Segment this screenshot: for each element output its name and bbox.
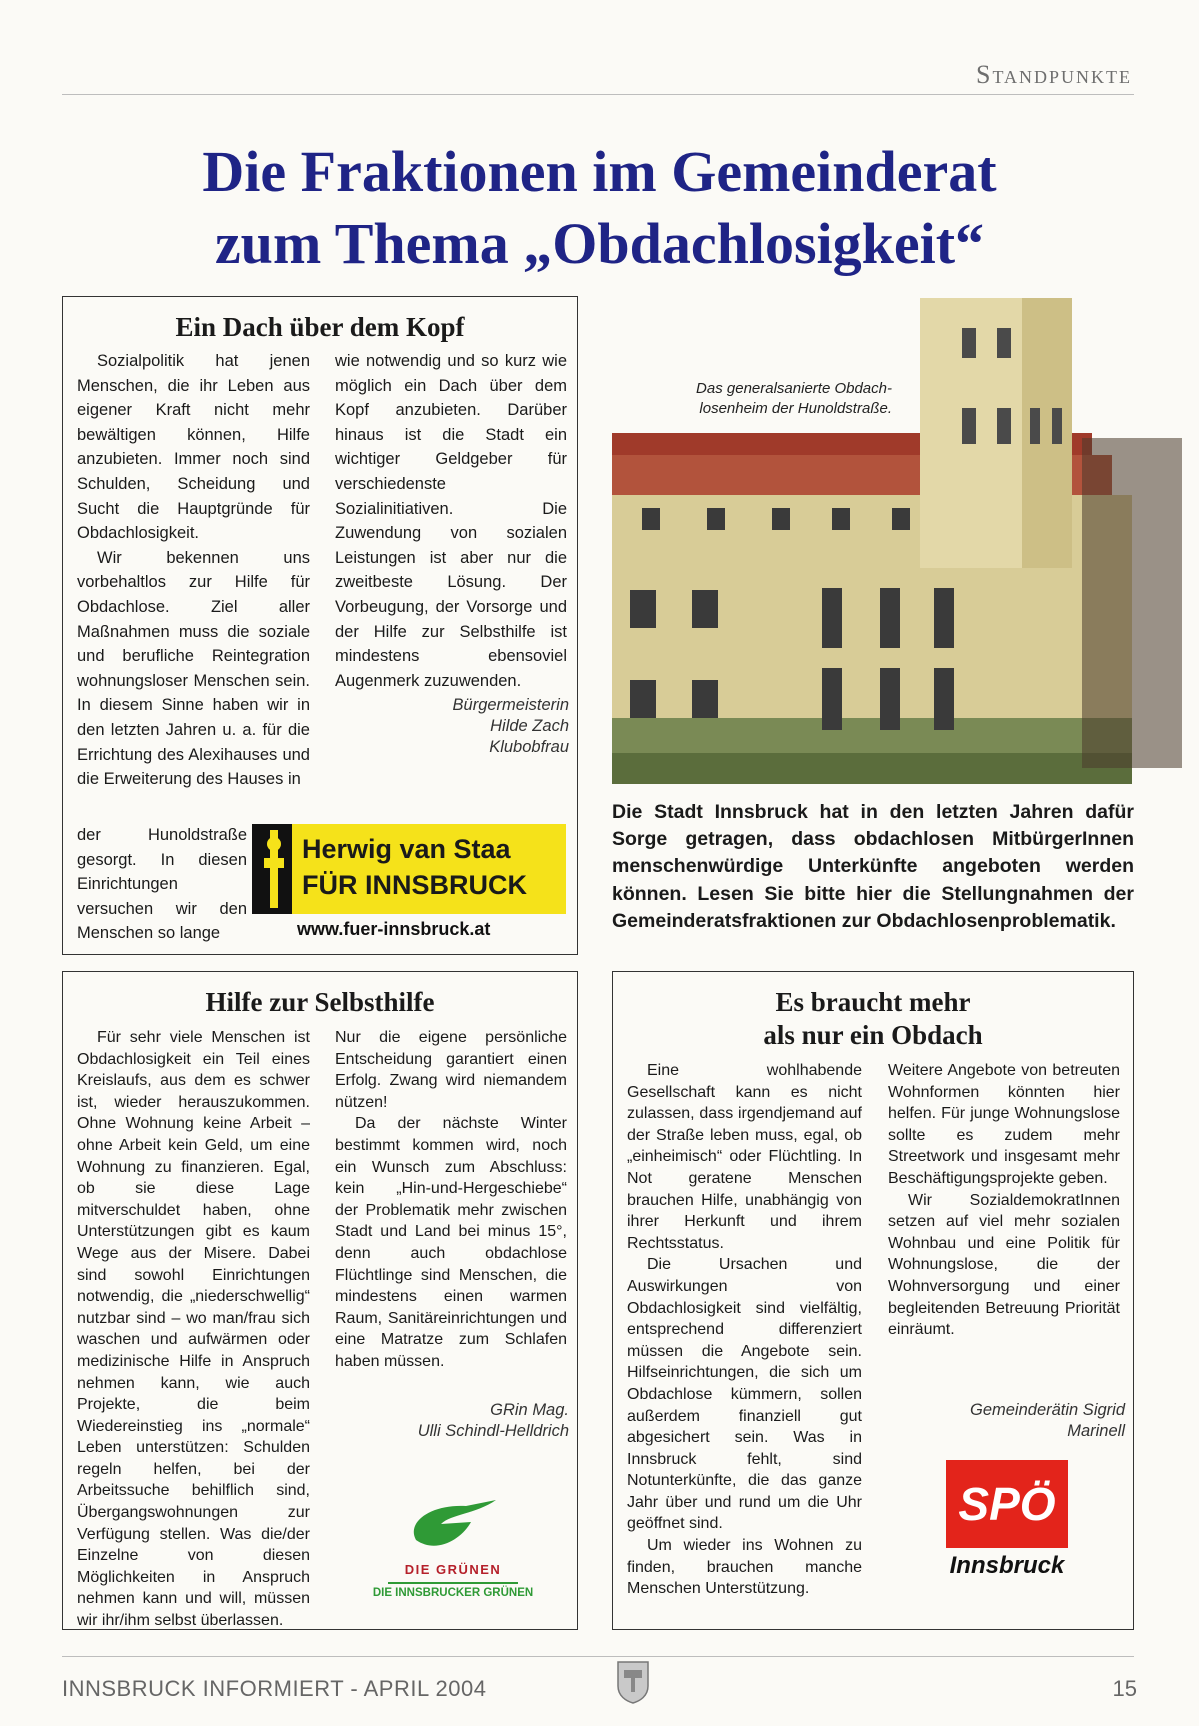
gruene-logo-name: DIE GRÜNEN — [404, 1562, 502, 1577]
article-box-3 — [612, 971, 1134, 1630]
article-1-left-column — [77, 349, 310, 792]
ad-line-2: FÜR INNSBRUCK — [302, 870, 527, 900]
publication-name: INNSBRUCK INFORMIERT - APRIL 2004 — [62, 1676, 487, 1701]
signature-line: Hilde Zach — [490, 717, 569, 735]
article-2-left-column — [77, 1027, 310, 1632]
article-3-right-column — [888, 1060, 1120, 1341]
spoe-logo-sub: Innsbruck — [949, 1552, 1065, 1579]
article-box-1 — [62, 296, 578, 955]
signature-line: Ulli Schindl-Helldrich — [417, 1422, 569, 1440]
spoe-logo — [946, 1460, 1068, 1548]
article-box-2 — [62, 971, 578, 1630]
header-rule — [62, 94, 1134, 95]
article-2-title: Hilfe zur Selbsthilfe — [205, 987, 435, 1017]
article-3-left-column — [627, 1060, 862, 1600]
ad-url: www.fuer-innsbruck.at — [297, 919, 491, 939]
footer-rule — [62, 1656, 1134, 1657]
article-2-right-column — [335, 1027, 567, 1373]
signature-line: GRin Mag. — [490, 1401, 569, 1419]
signature-line: Bürgermeisterin — [452, 696, 569, 714]
article-3-paragraph: Um wieder ins Wohnen zu finden, brauchen manche Menschen Unterstützung. — [627, 1537, 862, 1598]
title-line: Es braucht mehr — [775, 987, 971, 1017]
city-crest-icon — [616, 1660, 650, 1704]
section-label: Standpunkte — [975, 60, 1132, 89]
fuer-innsbruck-ad — [252, 824, 566, 914]
gruene-logo-divider — [388, 1582, 518, 1584]
summary-text: Die Stadt Innsbruck hat in den letzten Jahren dafür Sorge getragen, dass obdachlosen MitbürgerInnen menschenwürdige Unterkünfte angeboten werden können. Lesen Sie bitte hier die Stellungnahmen der Gemeinderatsfraktionen zur Obdachlosenproblematik. — [612, 801, 1134, 932]
page-number: 15 — [1112, 1676, 1137, 1701]
article-3-paragraph: Weitere Angebote von betreuten Wohnformen könnten hier helfen. Für junge Wohnungslose sollte es zudem mehr Streetwork und insgesamt mehr Beschäftigungsprojekte geben. — [888, 1062, 1120, 1187]
article-2-paragraph: Nur die eigene persönliche Entscheidung garantiert einen Erfolg. Zwang wird niemandem nützen! — [335, 1029, 567, 1111]
article-2-signature — [339, 1400, 569, 1442]
article-1-right-column — [335, 349, 567, 693]
article-3-paragraph: Wir SozialdemokratInnen setzen auf viel mehr sozialen Wohnbau und eine Politik für Wohnungslose, die der Wohnversorgung und einer begleitenden Betreuung Priorität einräumt. — [888, 1191, 1120, 1339]
article-1-paragraph: wie notwendig und so kurz wie möglich ein Dach über dem Kopf anzubieten. Darüber hinaus ist die Stadt ein wichtiger Geldgeber für verschiedenste Sozialinitiativen. Die Zuwendung von sozialen Leistungen ist aber nur die zweitbeste Lösung. Der Vorbeugung, der Vorsorge und der Hilfe zur Selbsthilfe ist mindestens ebensoviel Augenmerk zuzuwenden. — [335, 352, 567, 690]
page-headline — [0, 136, 1199, 280]
article-3-paragraph: Eine wohlhabende Gesellschaft kann es nicht zulassen, dass irgendjemand auf der Straße leben muss, egal, ob „einheimisch“ oder Flüchtling. In Not geratene Menschen brauchen Hilfe, unabhängig von ihrer Herkunft und ihrem Rechtsstatus. — [627, 1062, 862, 1252]
article-2-paragraph: Da der nächste Winter bestimmt kommen wird, noch ein Wunsch zum Abschluss: kein „Hin-und-Hergeschiebe“ der Problematik mehr zwischen Stadt und Land bei minus 15°, denn auch obdachlose Flüchtlinge sind Menschen, die mindestens einen warmen Raum, Sanitäreinrichtungen und eine Matratze zum Schlafen haben müssen. — [335, 1115, 567, 1370]
article-1-signature — [339, 695, 569, 758]
article-1-paragraph: der Hunoldstraße gesorgt. In diesen Einrichtungen versuchen wir den Menschen so lange — [77, 826, 247, 943]
building-photo-image — [612, 298, 1182, 784]
signature-line: Klubobfrau — [489, 738, 569, 756]
building-photo — [612, 298, 1182, 784]
ad-line-1: Herwig van Staa — [302, 834, 511, 864]
article-1-left-column-bottom — [77, 823, 247, 946]
headline-line-1: Die Fraktionen im Gemeinderat — [202, 139, 997, 204]
gruene-logo-icon — [396, 1492, 506, 1562]
article-1-paragraph: Wir bekennen uns vorbehaltlos zur Hilfe für Obdachlose. Ziel aller Maßnahmen muss die soziale und berufliche Reintegration wohnungsloser Menschen sein. In diesem Sinne haben wir in den letzten Jahren u. a. für die Errichtung des Alexihauses und die Erweiterung des Hauses in — [77, 548, 310, 789]
caption-line: Das generalsanierte Obdach- — [696, 380, 892, 397]
signature-line: Gemeinderätin Sigrid — [970, 1401, 1125, 1419]
signature-line: Marinell — [1067, 1422, 1125, 1440]
gruene-logo-sub: DIE INNSBRUCKER GRÜNEN — [372, 1587, 534, 1599]
title-line: als nur ein Obdach — [763, 1020, 983, 1050]
figure-logo-icon — [252, 824, 292, 914]
article-1-title: Ein Dach über dem Kopf — [175, 312, 465, 342]
article-1-paragraph: Sozialpolitik hat jenen Menschen, die ihr Leben aus eigener Kraft nicht mehr bewältigen können, Hilfe anzubieten. Immer noch sind Schulden, Scheidung und Sucht die Hauptgründe für Obdachlosigkeit. — [77, 352, 310, 543]
headline-line-2: zum Thema „Obdachlosigkeit“ — [214, 211, 985, 276]
caption-line: losenheim der Hunoldstraße. — [699, 400, 892, 417]
article-2-paragraph: Für sehr viele Menschen ist Obdachlosigkeit ein Teil eines Kreislaufs, aus dem es schwer ist, wieder herauszukommen. Ohne Wohnung keine Arbeit – ohne Arbeit kein Geld, um eine Wohnung zu finanzieren. Egal, ob sie diese Lage mitverschuldet haben, ohne Unterstützungen gibt es kaum Wege aus der Misere. Dabei sind sowohl Einrichtungen notwendig, die „niederschwellig“ nutzbar sind – wo man/frau sich waschen und aufwärmen oder medizinische Hilfe in Anspruch nehmen kann, wie auch Projekte, die beim Wiedereinstieg ins „normale“ Leben unterstützen: Schulden regeln helfen, bei der Arbeitssuche behilflich sind, Übergangswohnungen zur Verfügung stellen. Was die/der Einzelne von diesen Möglichkeiten in Anspruch nehmen kann und will, müssen wir ihr/ihm selbst überlassen. — [77, 1029, 310, 1630]
article-3-paragraph: Die Ursachen und Auswirkungen von Obdachlosigkeit sind vielfältig, entsprechend differenziert müssen die Angebote sein. Hilfseinrichtungen, die sich um Obdachlose kümmern, sollen außerdem finanziell gut abgesichert sein. Was in Innsbruck fehlt, sind Notunterkünfte, die das ganze Jahr über und rund um die Uhr geöffnet sind. — [627, 1256, 862, 1533]
article-3-title — [613, 986, 1133, 1052]
spoe-logo-text: SPÖ — [958, 1478, 1056, 1530]
photo-caption — [640, 379, 892, 419]
article-3-signature — [895, 1400, 1125, 1442]
